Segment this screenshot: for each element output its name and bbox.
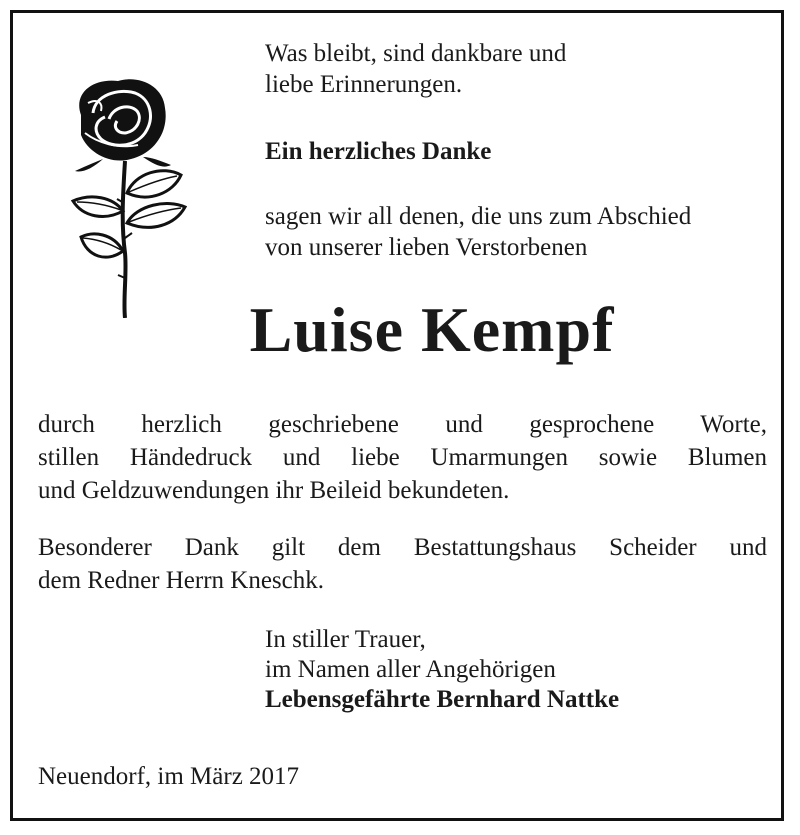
intro-text xyxy=(265,201,691,263)
paragraph-line: stillen Händedruck und liebe Umarmungen sowie Blumen xyxy=(38,444,767,471)
paragraph-line: und Geldzuwendungen ihr Beileid bekundeten. xyxy=(38,477,510,504)
quote-block xyxy=(265,38,566,100)
obituary-notice xyxy=(10,10,784,821)
thanks-heading: Ein herzliches Danke xyxy=(265,138,492,165)
paragraph-line: dem Redner Herrn Kneschk. xyxy=(38,567,325,594)
paragraph-line: Besonderer Dank gilt dem Bestattungshaus Scheider und xyxy=(38,534,767,561)
rose-icon xyxy=(63,73,193,318)
place-date: Neuendorf, im März 2017 xyxy=(38,763,300,790)
condolence-paragraph xyxy=(38,408,767,507)
intro-line: sagen wir all denen, die uns zum Abschied xyxy=(265,203,692,230)
deceased-name: Luise Kempf xyxy=(249,294,615,365)
quote-line: Was bleibt, sind dankbare und xyxy=(265,40,567,67)
signatory-name: Lebensgefährte Bernhard Nattke xyxy=(265,686,620,713)
intro-line: von unserer lieben Verstorbenen xyxy=(265,234,588,261)
paragraph-line: durch herzlich geschriebene und gesprochene Worte, xyxy=(38,411,767,438)
signature-block xyxy=(265,625,619,715)
signature-line: In stiller Trauer, xyxy=(265,626,426,653)
quote-line: liebe Erinnerungen. xyxy=(265,71,463,98)
signature-line: im Namen aller Angehörigen xyxy=(265,656,556,683)
special-thanks-paragraph xyxy=(38,531,767,597)
